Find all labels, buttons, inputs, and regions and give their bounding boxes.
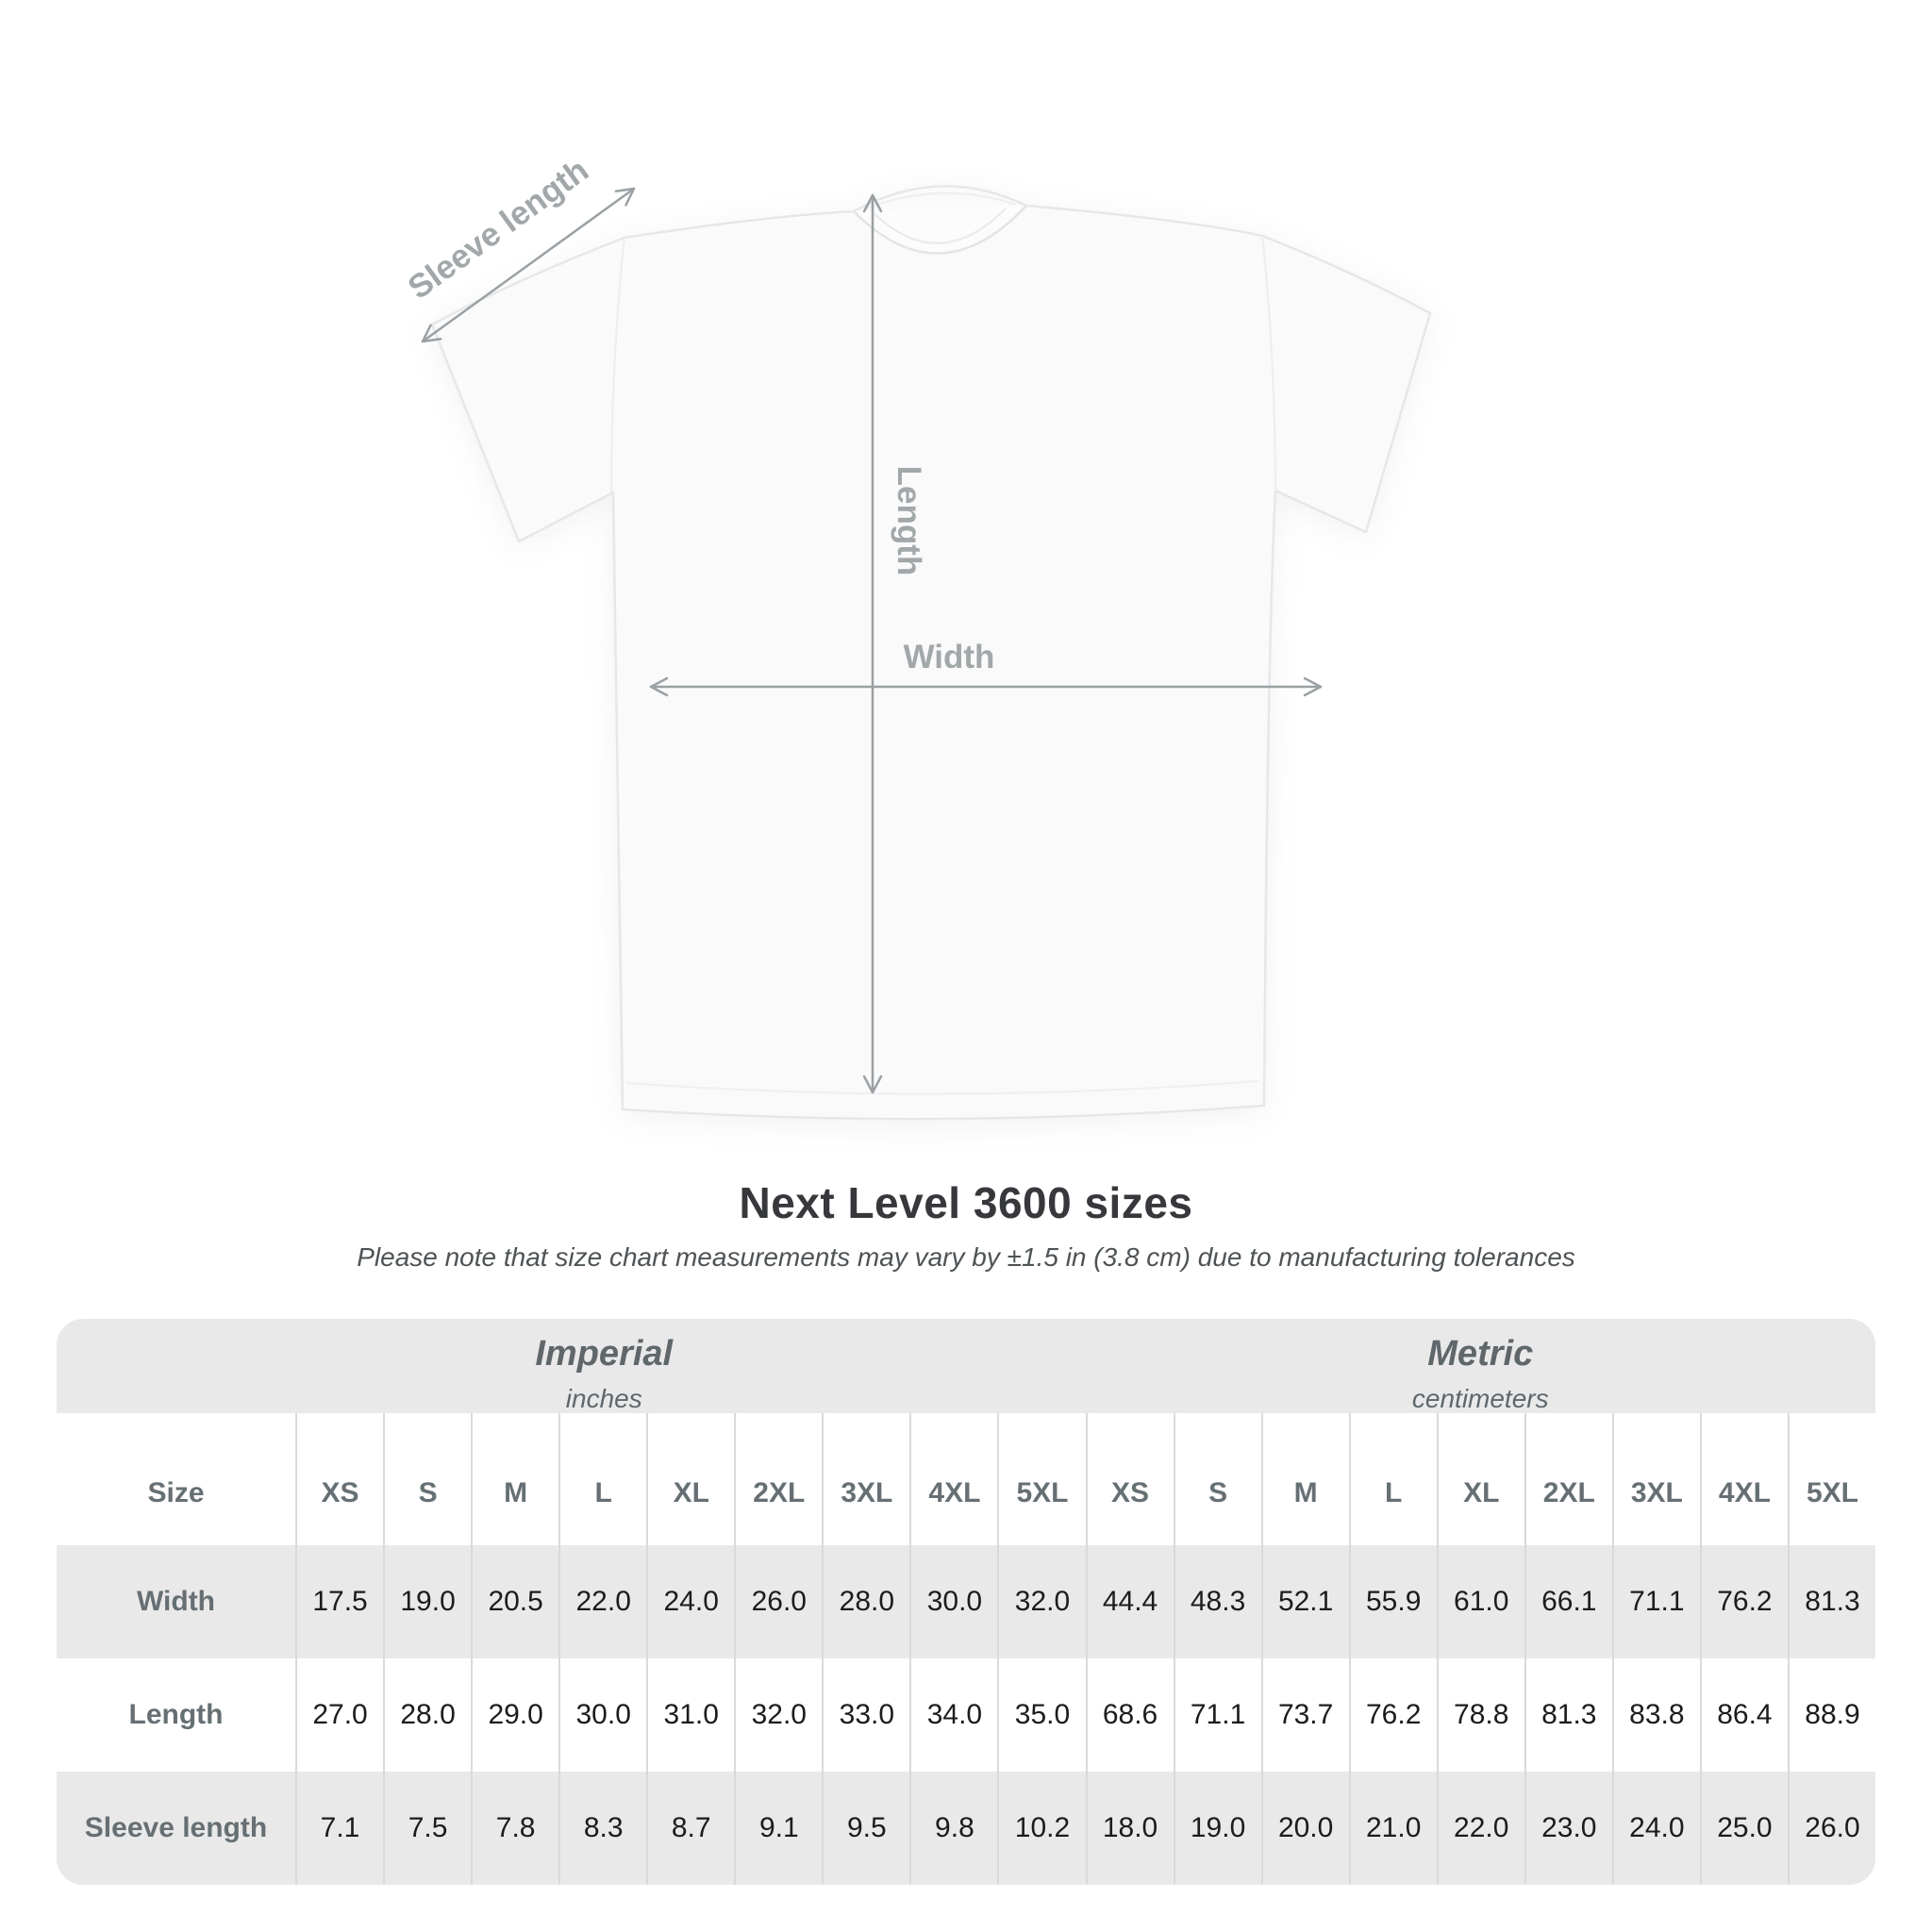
- value-cell: 71.1: [1612, 1545, 1700, 1658]
- value-cell: 28.0: [822, 1545, 909, 1658]
- size-chart-table: [57, 1319, 1875, 1885]
- value-cell: 26.0: [1788, 1772, 1875, 1885]
- size-column-header-3: L: [558, 1413, 646, 1545]
- value-cell: 7.1: [295, 1772, 383, 1885]
- size-column-header-1: S: [383, 1413, 471, 1545]
- size-row-label: Size: [57, 1413, 295, 1545]
- value-cell: 23.0: [1524, 1772, 1612, 1885]
- value-cell: 20.5: [471, 1545, 558, 1658]
- value-cell: 10.2: [997, 1772, 1085, 1885]
- value-cell: 81.3: [1788, 1545, 1875, 1658]
- tolerance-note: Please note that size chart measurements may vary by ±1.5 in (3.8 cm) due to manufacturing tolerances: [357, 1242, 1575, 1272]
- size-column-header-2: M: [471, 1413, 558, 1545]
- value-cell: 30.0: [909, 1545, 997, 1658]
- unit-group-imperial-name: Imperial: [535, 1333, 674, 1374]
- value-cell: 35.0: [997, 1658, 1085, 1772]
- value-cell: 31.0: [646, 1658, 734, 1772]
- value-cell: 83.8: [1612, 1658, 1700, 1772]
- value-cell: 8.3: [558, 1772, 646, 1885]
- value-cell: 29.0: [471, 1658, 558, 1772]
- value-cell: 78.8: [1437, 1658, 1524, 1772]
- value-cell: 20.0: [1261, 1772, 1349, 1885]
- unit-group-imperial-unit: inches: [565, 1383, 642, 1413]
- value-cell: 48.3: [1174, 1545, 1261, 1658]
- size-column-header-12: L: [1349, 1413, 1437, 1545]
- value-cell: 76.2: [1700, 1545, 1788, 1658]
- value-cell: 9.5: [822, 1772, 909, 1885]
- size-column-header-0: XS: [295, 1413, 383, 1545]
- page-title: Next Level 3600 sizes: [739, 1178, 1193, 1227]
- row-label-width: Width: [136, 1586, 216, 1617]
- value-cell: 22.0: [1437, 1772, 1524, 1885]
- value-cell: 17.5: [295, 1545, 383, 1658]
- row-label-length: Length: [57, 1658, 295, 1772]
- value-cell: 7.5: [383, 1772, 471, 1885]
- value-cell: 9.1: [734, 1772, 822, 1885]
- value-cell: 34.0: [909, 1658, 997, 1772]
- value-cell: 19.0: [1174, 1772, 1261, 1885]
- unit-group-metric: [1086, 1319, 1876, 1413]
- value-cell: 86.4: [1700, 1658, 1788, 1772]
- value-cell: 24.0: [646, 1545, 734, 1658]
- value-cell: 44.4: [1086, 1545, 1174, 1658]
- value-cell: 21.0: [1349, 1772, 1437, 1885]
- value-cell: 28.0: [383, 1658, 471, 1772]
- size-column-header-4: XL: [646, 1413, 734, 1545]
- value-cell: 71.1: [1174, 1658, 1261, 1772]
- value-cell: 76.2: [1349, 1658, 1437, 1772]
- size-column-header-15: 3XL: [1612, 1413, 1700, 1545]
- value-cell: 25.0: [1700, 1772, 1788, 1885]
- size-column-header-13: XL: [1437, 1413, 1524, 1545]
- value-cell: 32.0: [734, 1658, 822, 1772]
- value-cell: 19.0: [383, 1545, 471, 1658]
- size-column-header-10: S: [1174, 1413, 1261, 1545]
- value-cell: 22.0: [558, 1545, 646, 1658]
- value-cell: 18.0: [1086, 1772, 1174, 1885]
- value-cell: 68.6: [1086, 1658, 1174, 1772]
- value-cell: 81.3: [1524, 1658, 1612, 1772]
- size-column-header-6: 3XL: [822, 1413, 909, 1545]
- value-cell: 55.9: [1349, 1545, 1437, 1658]
- value-cell: 30.0: [558, 1658, 646, 1772]
- width-label: Width: [903, 639, 995, 675]
- size-column-header-14: 2XL: [1524, 1413, 1612, 1545]
- value-cell: 88.9: [1788, 1658, 1875, 1772]
- value-cell: 33.0: [822, 1658, 909, 1772]
- value-cell: 24.0: [1612, 1772, 1700, 1885]
- size-column-header-16: 4XL: [1700, 1413, 1788, 1545]
- size-column-header-17: 5XL: [1788, 1413, 1875, 1545]
- unit-group-metric-unit: centimeters: [1411, 1383, 1549, 1413]
- value-cell: 52.1: [1261, 1545, 1349, 1658]
- unit-group-metric-name: Metric: [1427, 1333, 1534, 1374]
- value-cell: 32.0: [997, 1545, 1085, 1658]
- value-cell: 66.1: [1524, 1545, 1612, 1658]
- value-cell: 26.0: [734, 1545, 822, 1658]
- value-cell: 8.7: [646, 1772, 734, 1885]
- unit-group-imperial: [57, 1319, 1086, 1413]
- size-column-header-8: 5XL: [997, 1413, 1085, 1545]
- value-cell: 73.7: [1261, 1658, 1349, 1772]
- size-chart-grid: [57, 1319, 1875, 1885]
- size-column-header-9: XS: [1086, 1413, 1174, 1545]
- length-label: Length: [891, 465, 927, 576]
- value-cell: 61.0: [1437, 1545, 1524, 1658]
- value-cell: 9.8: [909, 1772, 997, 1885]
- row-label-sleeve-length: Sleeve length: [84, 1812, 268, 1843]
- value-cell: 27.0: [295, 1658, 383, 1772]
- value-cell: 7.8: [471, 1772, 558, 1885]
- size-column-header-11: M: [1261, 1413, 1349, 1545]
- size-column-header-5: 2XL: [734, 1413, 822, 1545]
- size-column-header-7: 4XL: [909, 1413, 997, 1545]
- sleeve-length-label: Sleeve length: [401, 151, 595, 307]
